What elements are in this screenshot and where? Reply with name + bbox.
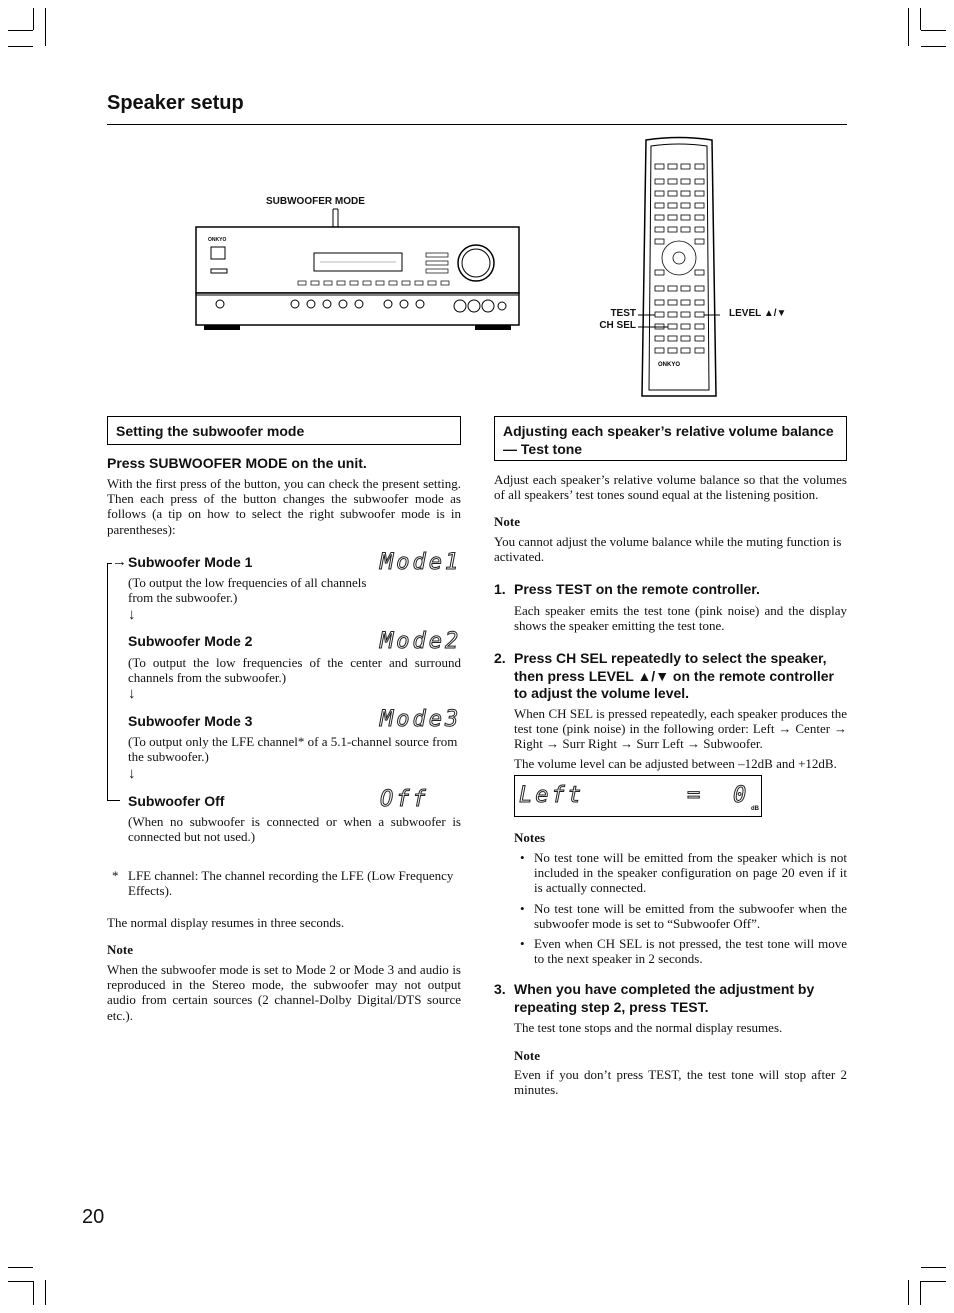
display-channel: Left bbox=[519, 783, 584, 808]
list-item: • No test tone will be emitted from the subwoofer when the subwoofer mode is set to “Subwoofer Off”. bbox=[514, 901, 847, 931]
level-display bbox=[514, 775, 762, 817]
subwoofer-mode-callout: SUBWOOFER MODE bbox=[266, 196, 365, 207]
notes-list bbox=[514, 850, 847, 971]
list-item: • No test tone will be emitted from the speaker which is not included in the speaker configuration on page 20 even if it is actually connected. bbox=[514, 850, 847, 896]
mode-desc: (To output the low frequencies of the center and surround channels from the subwoofer.) bbox=[128, 655, 461, 686]
flow-bracket bbox=[107, 563, 108, 800]
svg-text:ONKYO: ONKYO bbox=[658, 362, 681, 368]
step-heading: Press SUBWOOFER MODE on the unit. bbox=[107, 455, 367, 471]
display-unit: dB bbox=[751, 806, 759, 812]
step-heading: When you have completed the adjustment by repeating step 2, press TEST. bbox=[514, 981, 815, 1015]
resume-text: The normal display resumes in three seconds. bbox=[107, 915, 345, 930]
intro-text: Adjust each speaker’s relative volume balance so that the volumes of all speakers’ test tones sound equal at the listening position. bbox=[494, 472, 847, 503]
test-callout: TEST bbox=[610, 308, 636, 319]
footnote: LFE channel: The channel recording the LFE (Low Frequency Effects). bbox=[128, 868, 454, 899]
mode-display: Mode3 bbox=[380, 707, 462, 732]
page-number: 20 bbox=[82, 1206, 105, 1228]
step-number: 1. bbox=[494, 581, 506, 597]
note-heading: Note bbox=[107, 942, 133, 957]
down-arrow-icon: ↓ bbox=[128, 686, 136, 702]
section-title-test-tone: Adjusting each speaker’s relative volume balance — Test tone bbox=[494, 416, 847, 461]
notes-heading: Notes bbox=[514, 830, 546, 845]
ch-sel-callout: CH SEL bbox=[599, 320, 636, 331]
step-number: 3. bbox=[494, 981, 506, 997]
note-heading: Note bbox=[514, 1048, 540, 1063]
step-desc: Each speaker emits the test tone (pink noise) and the display shows the speaker emitting the test tone. bbox=[514, 603, 847, 634]
down-arrow-icon: ↓ bbox=[128, 607, 136, 623]
flow-arrow-icon: → bbox=[112, 554, 127, 570]
footnote-mark: * bbox=[112, 868, 119, 883]
note-text: When the subwoofer mode is set to Mode 2 or Mode 3 and audio is reproduced in the Stereo mode, the subwoofer may not output audio from certain sources (2 channel-Dolby Digital/DTS source etc.). bbox=[107, 962, 461, 1023]
mode-desc: (To output the low frequencies of all channels from the subwoofer.) bbox=[128, 575, 367, 606]
title-rule bbox=[107, 124, 847, 125]
mode-name: Subwoofer Mode 3 bbox=[128, 713, 253, 729]
mode-display: Off bbox=[380, 787, 429, 812]
svg-text:ONKYO: ONKYO bbox=[208, 237, 227, 243]
step-heading: Press TEST on the remote controller. bbox=[514, 581, 760, 597]
receiver-unit-illustration bbox=[190, 205, 525, 335]
display-equals: = bbox=[687, 783, 704, 808]
intro-text: With the first press of the button, you can check the present setting. Then each press of the button changes the subwoofer mode as follows (a tip on how to select the right subwoofer mode is in parentheses): bbox=[107, 476, 461, 537]
note-text: Even if you don’t press TEST, the test tone will stop after 2 minutes. bbox=[514, 1067, 847, 1098]
page-title: Speaker setup bbox=[107, 92, 244, 114]
note-heading: Note bbox=[494, 514, 520, 529]
display-value: 0 bbox=[733, 783, 750, 808]
note-text: You cannot adjust the volume balance while the muting function is activated. bbox=[494, 534, 842, 565]
mode-display: Mode1 bbox=[380, 550, 462, 575]
step-number: 2. bbox=[494, 650, 506, 666]
mode-display: Mode2 bbox=[380, 629, 462, 654]
remote-controller-illustration bbox=[638, 134, 720, 400]
step-desc: The test tone stops and the normal display resumes. bbox=[514, 1020, 783, 1035]
mode-name: Subwoofer Mode 2 bbox=[128, 633, 253, 649]
step-desc: When CH SEL is pressed repeatedly, each speaker produces the test tone (pink noise) in the following order: Left → Center → Right → Surr Right → Surr Left → Subwoofer. bbox=[514, 706, 847, 752]
mode-name: Subwoofer Off bbox=[128, 793, 225, 809]
mode-desc: (When no subwoofer is connected or when a subwoofer is connected but not used.) bbox=[128, 814, 461, 845]
mode-name: Subwoofer Mode 1 bbox=[128, 554, 253, 570]
level-range: The volume level can be adjusted between –12dB and +12dB. bbox=[514, 756, 837, 771]
mode-desc: (To output only the LFE channel* of a 5.1-channel source from the subwoofer.) bbox=[128, 734, 458, 765]
section-title-subwoofer: Setting the subwoofer mode bbox=[107, 416, 461, 445]
level-callout: LEVEL ▲/▼ bbox=[729, 308, 787, 319]
list-item: • Even when CH SEL is not pressed, the test tone will move to the next speaker in 2 seconds. bbox=[514, 936, 847, 966]
down-arrow-icon: ↓ bbox=[128, 766, 136, 782]
step-heading: Press CH SEL repeatedly to select the speaker, then press LEVEL ▲/▼ on the remote controller to adjust the volume level. bbox=[514, 650, 834, 701]
